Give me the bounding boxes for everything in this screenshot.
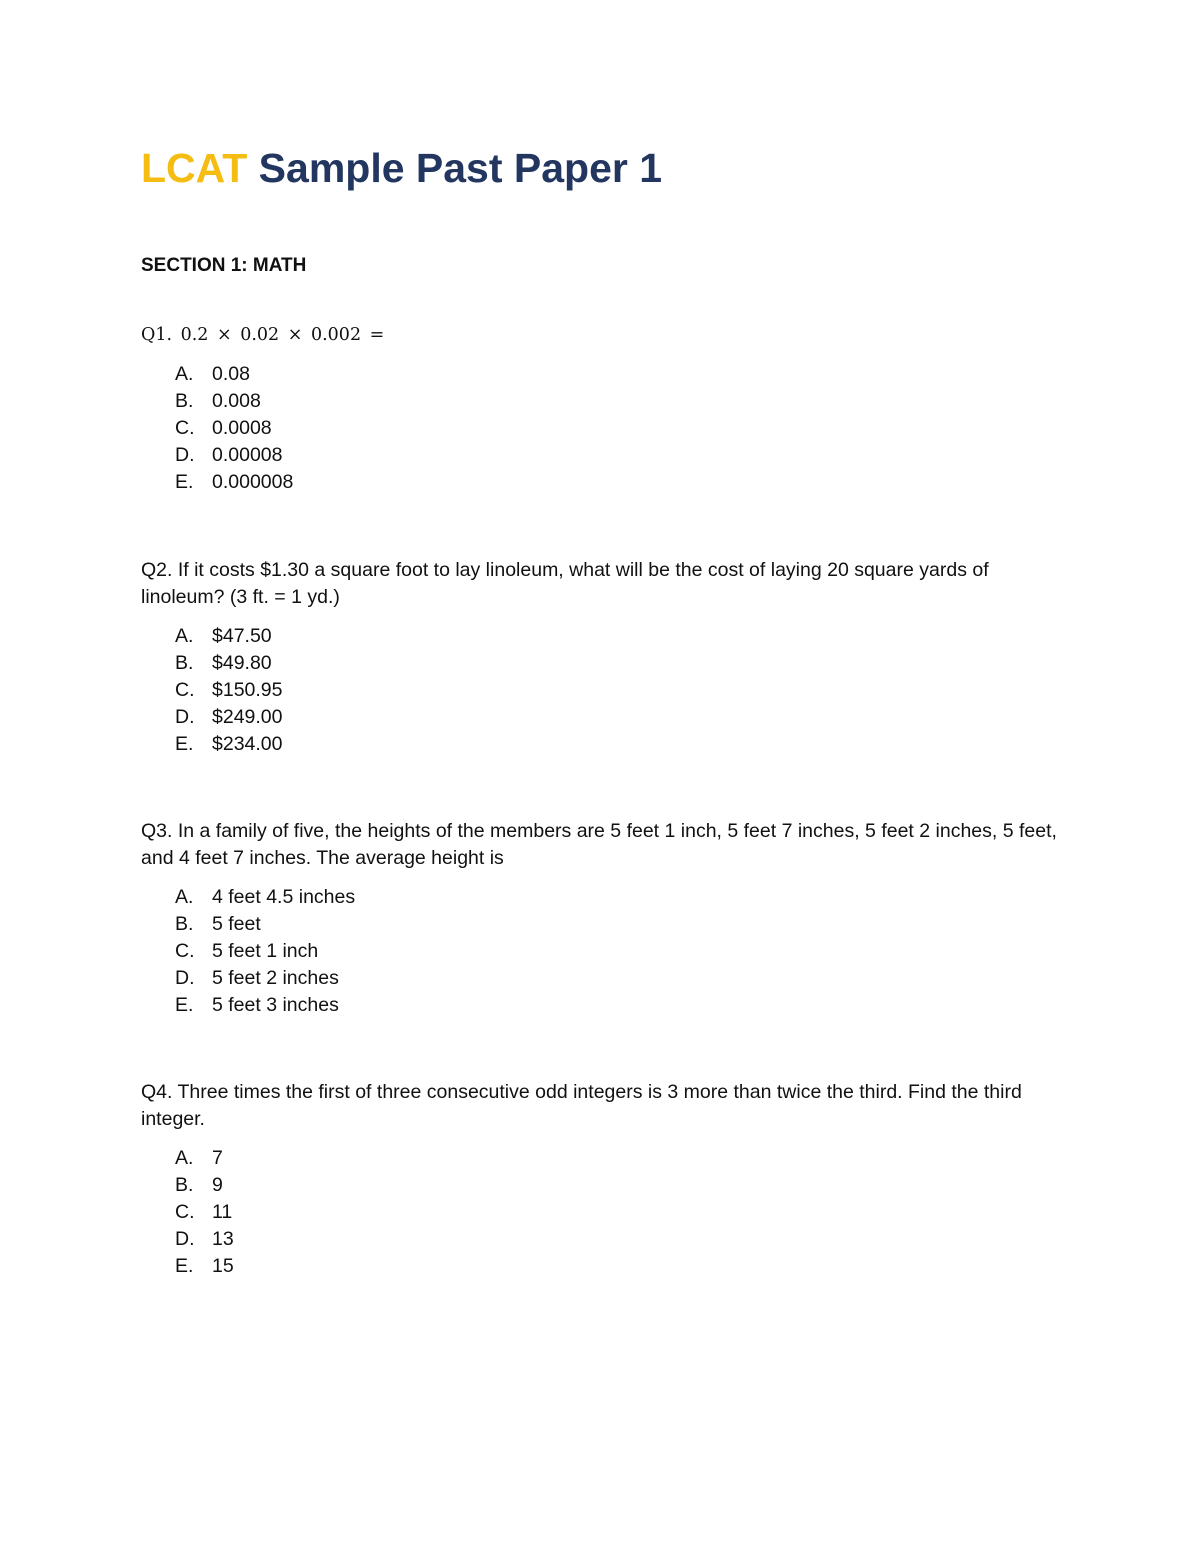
- answer-option: [175, 911, 1071, 938]
- answer-option: [175, 1172, 1071, 1199]
- option-text: 5 feet 1 inch: [212, 940, 319, 962]
- option-text: $249.00: [212, 706, 283, 728]
- answer-option: [175, 677, 1071, 704]
- option-text: $47.50: [212, 625, 272, 647]
- option-letter: B.: [175, 913, 194, 935]
- answer-option: [175, 704, 1071, 731]
- question-text: Q1. 0.2 × 0.02 × 0.002 =: [141, 325, 385, 345]
- answer-option: [175, 415, 1071, 442]
- question-4: [141, 1079, 1071, 1280]
- option-letter: C.: [175, 940, 195, 962]
- answer-options: [141, 623, 1071, 758]
- option-letter: C.: [175, 1201, 195, 1223]
- option-letter: A.: [175, 363, 194, 385]
- option-text: 5 feet 3 inches: [212, 994, 339, 1016]
- answer-option: [175, 361, 1071, 388]
- question-2: [141, 557, 1071, 758]
- option-text: 7: [212, 1147, 223, 1169]
- option-text: 5 feet 2 inches: [212, 967, 339, 989]
- option-text: 0.0008: [212, 417, 272, 439]
- option-letter: C.: [175, 417, 195, 439]
- option-letter: B.: [175, 390, 194, 412]
- answer-options: [141, 361, 1071, 496]
- answer-option: [175, 1145, 1071, 1172]
- option-letter: D.: [175, 967, 195, 989]
- option-letter: D.: [175, 1228, 195, 1250]
- answer-option: [175, 388, 1071, 415]
- option-text: 5 feet: [212, 913, 261, 935]
- option-text: $234.00: [212, 733, 283, 755]
- option-text: 0.08: [212, 363, 250, 385]
- question-1: [141, 322, 1071, 496]
- page-title: [141, 141, 662, 195]
- title-text: Sample Past Paper 1: [258, 145, 663, 191]
- option-letter: D.: [175, 706, 195, 728]
- option-text: 9: [212, 1174, 223, 1196]
- answer-option: [175, 731, 1071, 758]
- option-text: 4 feet 4.5 inches: [212, 886, 356, 908]
- answer-option: [175, 623, 1071, 650]
- option-letter: A.: [175, 1147, 194, 1169]
- answer-options: [141, 1145, 1071, 1280]
- answer-option: [175, 1226, 1071, 1253]
- option-letter: A.: [175, 886, 194, 908]
- option-letter: E.: [175, 994, 194, 1016]
- question-3: [141, 818, 1071, 1019]
- answer-option: [175, 442, 1071, 469]
- option-letter: E.: [175, 1255, 194, 1277]
- option-letter: A.: [175, 625, 194, 647]
- option-text: 13: [212, 1228, 234, 1250]
- option-text: 0.008: [212, 390, 261, 412]
- answer-options: [141, 884, 1071, 1019]
- option-text: 11: [212, 1201, 233, 1223]
- title-brand: LCAT: [141, 145, 248, 191]
- answer-option: [175, 992, 1071, 1019]
- answer-option: [175, 650, 1071, 677]
- option-letter: B.: [175, 652, 194, 674]
- option-text: $150.95: [212, 679, 283, 701]
- option-letter: E.: [175, 733, 194, 755]
- option-text: 0.00008: [212, 444, 283, 466]
- answer-option: [175, 884, 1071, 911]
- answer-option: [175, 469, 1071, 496]
- answer-option: [175, 1199, 1071, 1226]
- section-heading: SECTION 1: MATH: [141, 255, 307, 276]
- question-text: Q3. In a family of five, the heights of the members are 5 feet 1 inch, 5 feet 7 inches, 5 feet 2 inches, 5 feet, and 4 feet 7 inches. The average height is: [141, 820, 1057, 869]
- option-letter: D.: [175, 444, 195, 466]
- option-letter: B.: [175, 1174, 194, 1196]
- question-text: Q2. If it costs $1.30 a square foot to lay linoleum, what will be the cost of laying 20 square yards of linoleum? (3 ft. = 1 yd.): [141, 559, 989, 608]
- answer-option: [175, 965, 1071, 992]
- option-text: 0.000008: [212, 471, 294, 493]
- answer-option: [175, 938, 1071, 965]
- option-text: $49.80: [212, 652, 272, 674]
- answer-option: [175, 1253, 1071, 1280]
- option-letter: E.: [175, 471, 194, 493]
- option-letter: C.: [175, 679, 195, 701]
- question-text: Q4. Three times the first of three consecutive odd integers is 3 more than twice the third. Find the third integer.: [141, 1081, 1022, 1130]
- option-text: 15: [212, 1255, 234, 1277]
